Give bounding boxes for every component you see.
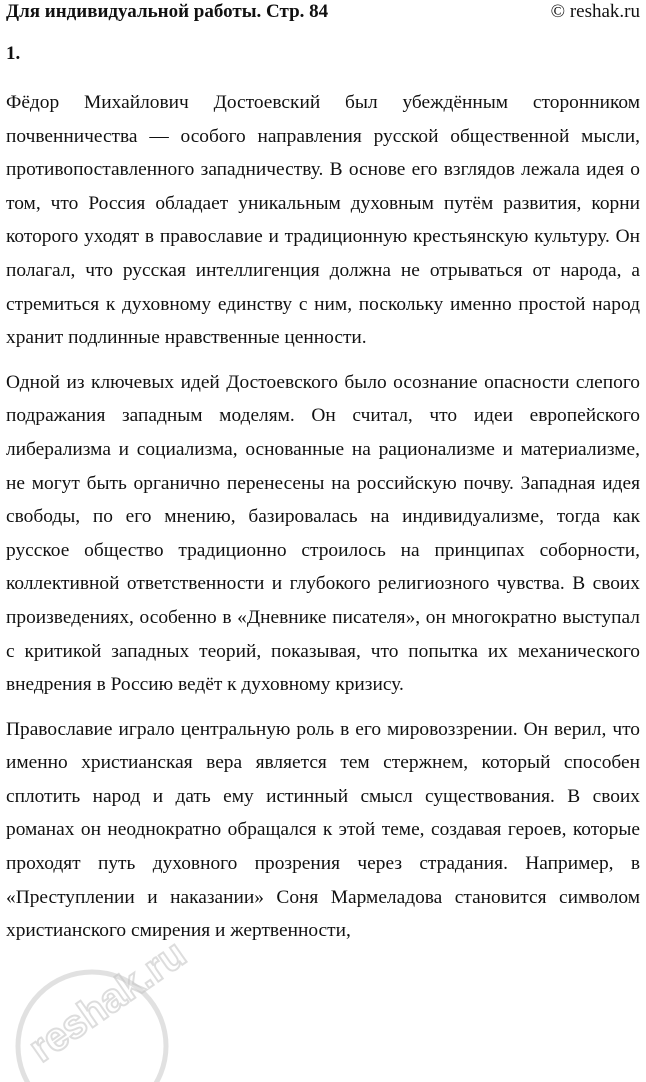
task-number: 1. xyxy=(6,43,21,64)
paragraph-2: Одной из ключевых идей Достоевского было осознание опасности слепого подражания западным моделям. Он считал, что идеи европейского либерализма и социализма, основанные на рационализме и материализме, не могут быть органично перенесены на российскую почву. Западная идея свободы, по его мнению, базировалась на индивидуализме, тогда как русское общество традиционно строилось на принципах соборности, коллективной ответственности и глубокого религиозного чувства. В своих произведениях, особенно в «Дневнике писателя», он многократно выступал с критикой западных теорий, показывая, что попытка их механического внедрения в Россию ведёт к духовному кризису. xyxy=(6,371,640,696)
watermark-text: reshak.ru xyxy=(21,931,194,1071)
answer-text xyxy=(6,86,640,959)
header-title: Для индивидуальной работы. Стр. 84 xyxy=(6,1,329,22)
paragraph-3: Православие играло центральную роль в его мировоззрении. Он верил, что именно христианская вера является тем стержнем, который способен сплотить народ и дать ему истинный смысл существования. В своих романах он неоднократно обращался к этой теме, создавая героев, которые проходят путь духовного прозрения через страдания. Например, в «Преступлении и наказании» Соня Мармеладова становится символом христианского смирения и жертвенности, xyxy=(6,718,640,942)
paragraph-1: Фёдор Михайлович Достоевский был убеждённым сторонником почвенничества — особого направления русской общественной мысли, противопоставленного западничеству. В основе его взглядов лежала идея о том, что Россия обладает уникальным духовным путём развития, корни которого уходят в православие и традиционную крестьянскую культуру. Он полагал, что русская интеллигенция должна не отрываться от народа, а стремиться к духовному единству с ним, поскольку именно простой народ хранит подлинные нравственные ценности. xyxy=(6,92,640,349)
page-header xyxy=(6,0,640,24)
header-site-copyright: © reshak.ru xyxy=(550,1,640,22)
